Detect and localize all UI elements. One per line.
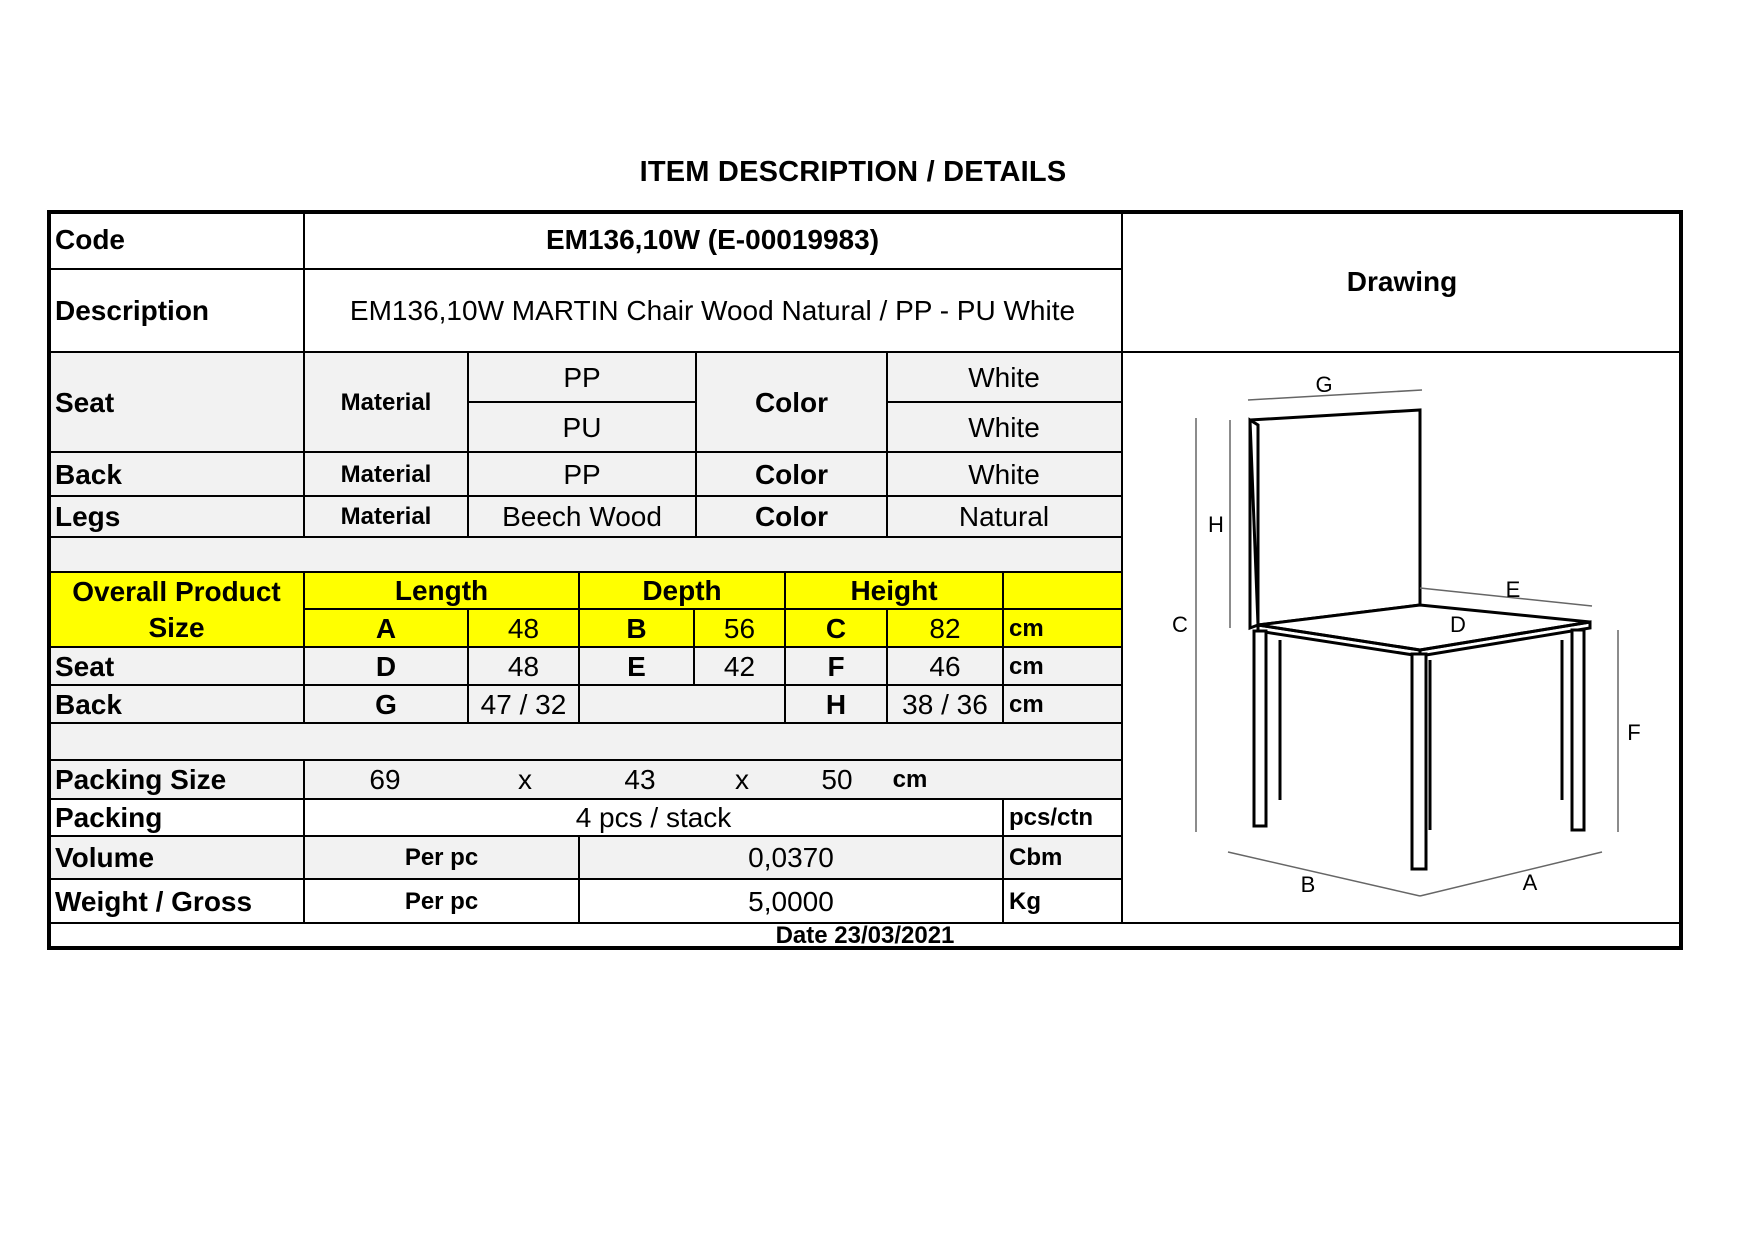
back-color-label: Color <box>696 453 887 496</box>
label-h: H <box>1208 512 1224 537</box>
label-d: D <box>1450 612 1466 637</box>
volume-unit: Cbm <box>1003 837 1121 879</box>
label-g: G <box>1315 372 1333 397</box>
dim-a-letter: A <box>304 610 468 647</box>
description-label: Description <box>55 295 210 326</box>
back-size-label: Back <box>49 686 304 723</box>
dim-g-value: 47 / 32 <box>468 686 579 723</box>
back-size-unit: cm <box>1003 686 1121 723</box>
dim-e-value: 42 <box>694 648 785 685</box>
dim-a-value: 48 <box>468 610 579 647</box>
seat-label: Seat <box>49 353 304 452</box>
legs-label: Legs <box>49 496 304 537</box>
dim-d-value: 48 <box>468 648 579 685</box>
seat-material-label: Material <box>304 353 468 452</box>
length-header: Length <box>304 573 579 609</box>
weight-per: Per pc <box>404 887 479 915</box>
volume-label: Volume <box>49 837 304 879</box>
seat-size-unit: cm <box>1003 648 1121 685</box>
back-material-label: Material <box>304 453 468 496</box>
seat-color-1: White <box>887 353 1121 402</box>
back-color: White <box>887 453 1121 496</box>
legs-material-label: Material <box>304 496 468 537</box>
weight-unit: Kg <box>1009 887 1041 915</box>
label-b: B <box>1300 872 1316 897</box>
back-material: PP <box>468 453 696 496</box>
label-a: A <box>1522 870 1538 895</box>
code-value: EM136,10W (E-00019983) <box>545 224 880 255</box>
packing-height: 50 <box>821 763 853 795</box>
packing-length: 69 <box>369 763 401 795</box>
volume-value: 0,0370 <box>579 837 1003 879</box>
dim-b-letter: B <box>579 610 694 647</box>
volume-per: Per pc <box>304 837 579 879</box>
packing-unit: pcs/ctn <box>1009 804 1094 831</box>
dim-g-letter: G <box>304 686 468 723</box>
weight-label: Weight / Gross <box>55 885 253 917</box>
overall-size-label-line1: Overall Product <box>72 576 281 607</box>
seat-color-2: White <box>887 403 1121 452</box>
dim-e-letter: E <box>579 648 694 685</box>
packing-value: 4 pcs / stack <box>575 802 732 833</box>
height-header: Height <box>785 573 1003 609</box>
legs-color-label: Color <box>696 496 887 537</box>
weight-value: 5,0000 <box>748 885 834 917</box>
depth-header: Depth <box>579 573 785 609</box>
label-c: C <box>1172 612 1188 637</box>
dim-f-value: 46 <box>887 648 1003 685</box>
seat-material-2: PU <box>468 403 696 452</box>
code-label: Code <box>55 224 125 255</box>
packing-x-1: x <box>518 763 532 795</box>
legs-material: Beech Wood <box>468 496 696 537</box>
drawing-label: Drawing <box>1346 266 1458 297</box>
packing-size-unit: cm <box>892 765 928 793</box>
label-f: F <box>1627 720 1641 745</box>
packing-x-2: x <box>735 763 749 795</box>
dim-h-value: 38 / 36 <box>887 686 1003 723</box>
dim-b-value: 56 <box>694 610 785 647</box>
dim-c-letter: C <box>785 610 887 647</box>
description-value: EM136,10W MARTIN Chair Wood Natural / PP - PU White <box>349 295 1076 326</box>
seat-color-label: Color <box>696 353 887 452</box>
dim-f-letter: F <box>785 648 887 685</box>
dim-c-value: 82 <box>887 610 1003 647</box>
overall-unit: cm <box>1003 610 1121 647</box>
back-label: Back <box>49 453 304 496</box>
legs-color: Natural <box>887 496 1121 537</box>
dim-h-letter: H <box>785 686 887 723</box>
label-e: E <box>1505 577 1521 602</box>
seat-size-label: Seat <box>49 648 304 685</box>
seat-material-1: PP <box>468 353 696 402</box>
overall-size-label-line2: Size <box>148 612 205 643</box>
packing-width: 43 <box>624 763 656 795</box>
page-title: ITEM DESCRIPTION / DETAILS <box>639 156 1067 188</box>
packing-label: Packing <box>55 802 163 833</box>
date-footer: Date 23/03/2021 <box>775 922 955 949</box>
dim-d-letter: D <box>304 648 468 685</box>
packing-size-label: Packing Size <box>49 760 304 799</box>
